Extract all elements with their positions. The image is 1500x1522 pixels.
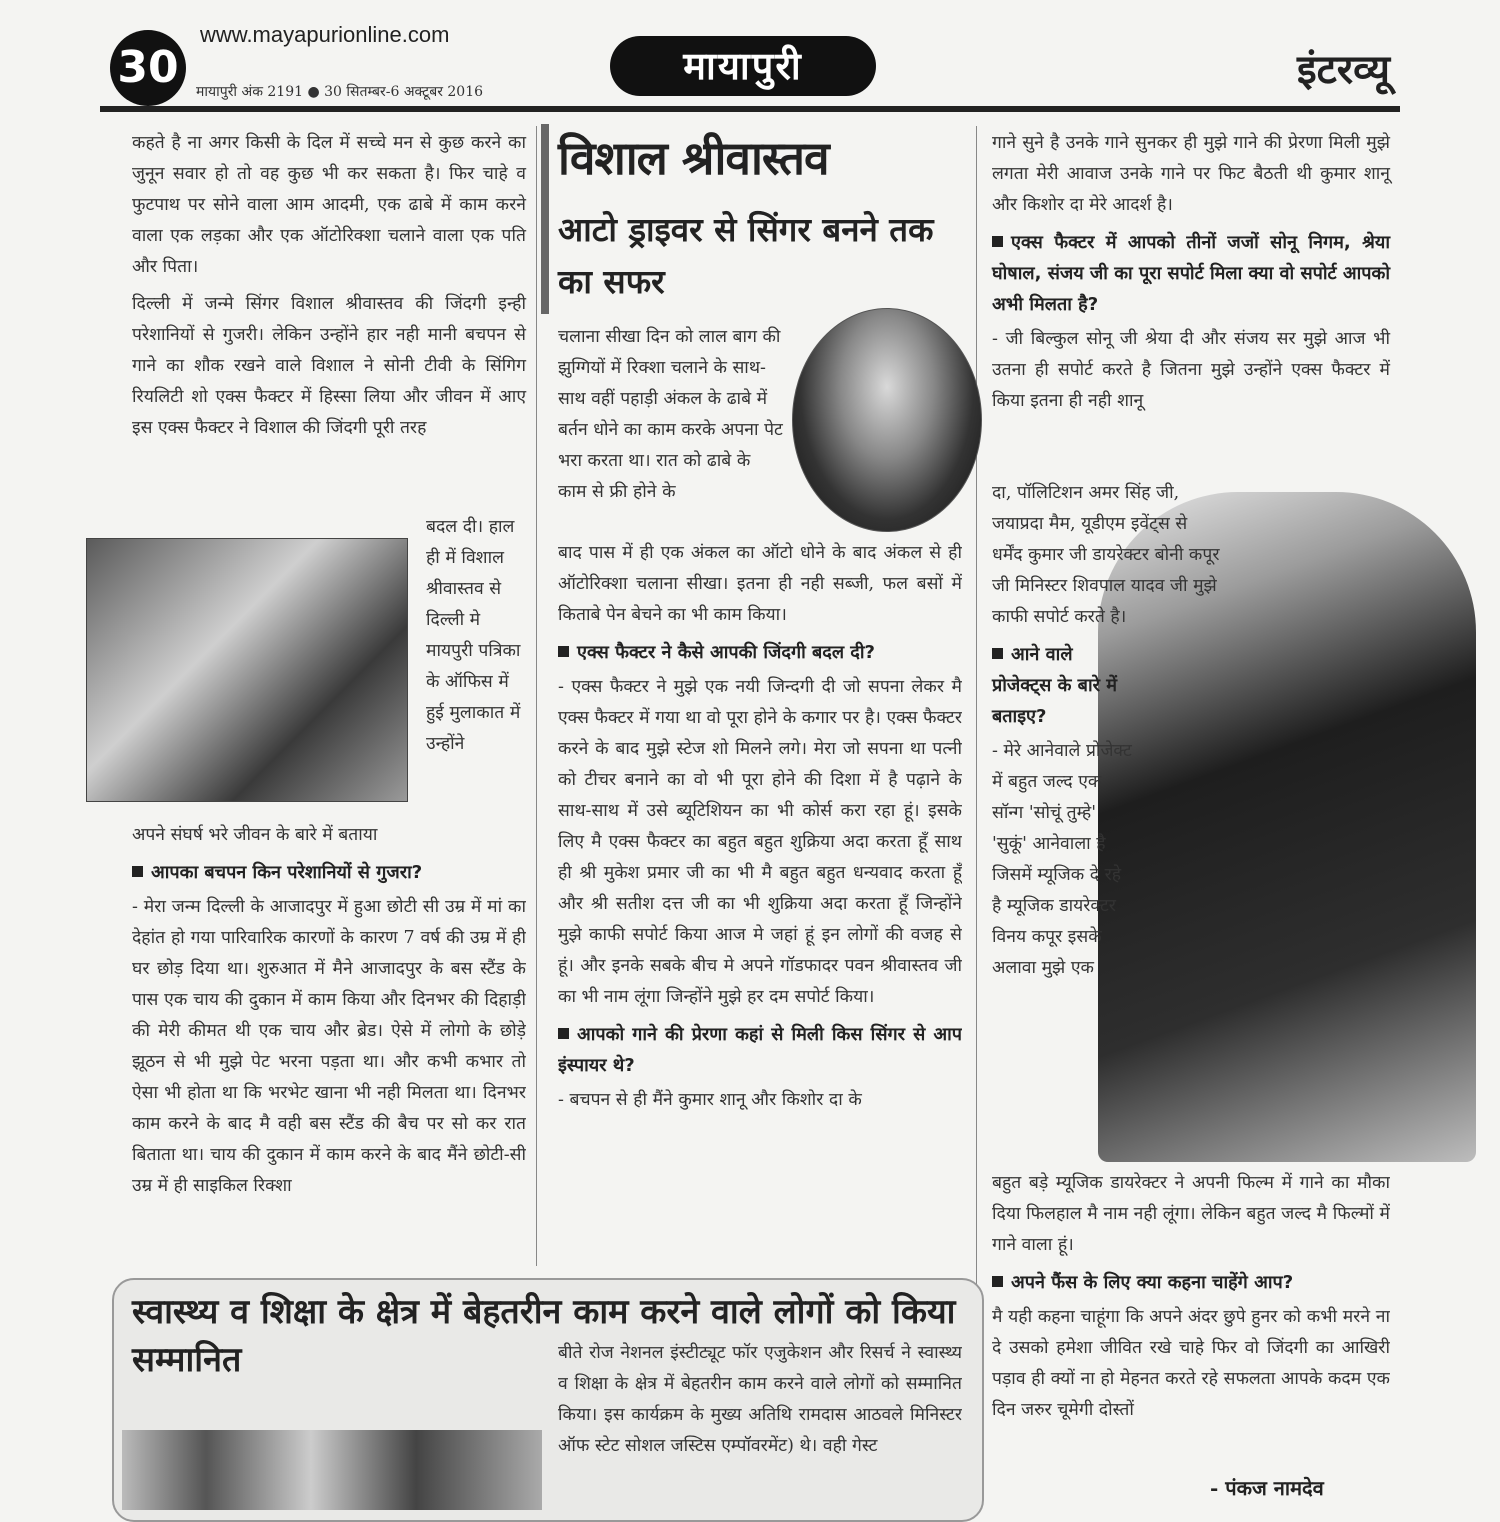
page-number: 30 bbox=[110, 30, 186, 106]
paragraph-end: अपने संघर्ष भरे जीवन के बारे में बताया bbox=[132, 825, 378, 845]
answer-paragraph: - मेरा जन्म दिल्ली के आजादपुर में हुआ छोटी सी उम्र में मां का देहांत हो गया पारिवारिक कारणों के कारण 7 वर्ष की उम्र में ही घर छोड़ दिया था। शुरुआत में मैने आजादपुर के बस स्टैंड के पास एक चाय की दुकान में काम किया और दिनभर की दिहाड़ी की मेरी कीमत थी एक चाय और ब्रेड। ऐसे में लोगो के छोड़े झूठन से भी मुझे पेट भरना पड़ता था। और कभी कभार तो ऐसा भी होता था कि भरभेट खाना भी नही मिलता था। दिनभर काम करने के बाद मै वही बस स्टैंड की बैच पर सो कर रात बिताता था। चाय की दुकान में काम करने के बाद मैंने छोटी-सी उम्र में ही साइकिल रिक्शा bbox=[132, 897, 526, 1196]
bottom-article-title: स्वास्थ्य व शिक्षा के क्षेत्र में बेहतरीन काम करने वाले लोगों को किया सम्मानित bbox=[132, 1292, 956, 1380]
author-signature: - पंकज नामदेव bbox=[1210, 1476, 1324, 1500]
answer-paragraph: बहुत बड़े म्यूजिक डायरेक्टर ने अपनी फिल्म में गाने का मौका दिया फिलहाल मै नाम नही लूंगा। लेकिन बहुत जल्द मै फिल्मों में गाने वाला हूं। bbox=[992, 1173, 1390, 1255]
paragraph: बाद पास में ही एक अंकल का ऑटो धोने के बाद अंकल से ही ऑटोरिक्शा चलाना सीखा। इतना ही नही सब्जी, फल बसों में किताबे पेन बेचने का भी काम किया। bbox=[558, 543, 962, 625]
photo-side-text: बदल दी। हाल ही में विशाल श्रीवास्तव से दिल्ली मे मायपुरी पत्रिका के ऑफिस में हुई मुलाकात में उन्होंने bbox=[426, 517, 521, 754]
question-text: अपने फैंस के लिए क्या कहना चाहेंगे आप? bbox=[1011, 1272, 1294, 1293]
bottom-article-body: बीते रोज नेशनल इंस्टीट्यूट फॉर एजुकेशन और रिसर्च ने स्वास्थ्य व शिक्षा के क्षेत्र में बेहतरीन काम करने वाले लोगों को सम्मानित किया। इस कार्यक्रम के मुख्य अतिथि रामदास आठवले मिनिस्टर ऑफ स्टेट सोशल जस्टिस एम्पॉवरमेंट) थे। वही गेस्ट bbox=[558, 1343, 962, 1456]
answer-paragraph: दा, पॉलिटिशन अमर सिंह जी, जयाप्रदा मैम, यूडीएम इवेंट्स से धर्मेंद कुमार जी डायरेक्टर बोनी कपूर जी मिनिस्टर शिवपाल यादव जी मुझे काफी सपोर्ट करते है। bbox=[992, 483, 1220, 627]
answer-paragraph: - मेरे आनेवाले प्रोजेक्ट में बहुत जल्द एक सॉन्ग 'सोचूं तुम्हे' 'सुकूं' आनेवाला है जिसमें म्यूजिक दे रहे है म्यूजिक डायरेक्टर विनय कपूर इसके अलावा मुझे एक bbox=[992, 741, 1132, 978]
question-heading bbox=[558, 637, 962, 668]
answer-paragraph: - बचपन से ही मैंने कुमार शानू और किशोर दा के bbox=[558, 1090, 862, 1110]
title-accent-bar bbox=[541, 124, 549, 314]
issue-info: मायापुरी अंक 2191 ● 30 सितम्बर-6 अक्टूबर 2016 bbox=[196, 84, 484, 100]
column-2 bbox=[558, 538, 962, 1268]
answer-paragraph: मै यही कहना चाहूंगा कि अपने अंदर छुपे हुनर को कभी मरने ना दे उसको हमेशा जीवित रखे चाहे फिर वो जिंदगी का आखिरी पड़ाव ही क्यों ना हो मेहनत करते रहे सफलता आपके कदम एक दिन जरुर चूमेगी दोस्तों bbox=[992, 1307, 1390, 1420]
question-text: आपका बचपन किन परेशानियों से गुजरा? bbox=[151, 862, 423, 883]
singer-portrait-photo bbox=[792, 308, 982, 532]
question-heading bbox=[558, 1019, 962, 1081]
event-photo bbox=[122, 1430, 542, 1510]
intro-paragraph: कहते है ना अगर किसी के दिल में सच्चे मन से कुछ करने का जुनून सवार हो तो वह कुछ भी कर सकता है। फिर चाहे व फुटपाथ पर सोने वाला आम आदमी, एक ढाबे में काम करने वाला एक लड़का और एक ऑटोरिक्शा चलाने वाला एक पति और पिता। bbox=[132, 133, 526, 277]
column-1 bbox=[132, 128, 526, 450]
column-1-lower bbox=[132, 820, 526, 1260]
column-3-lower bbox=[992, 1168, 1390, 1478]
question-text: एक्स फैक्टर ने कैसे आपकी जिंदगी बदल दी? bbox=[577, 642, 875, 663]
answer-paragraph: - जी बिल्कुल सोनू जी श्रेया दी और संजय सर मुझे आज भी उतना ही सपोर्ट करते है जितना मुझे उन्होंने एक्स फैक्टर में किया इतना ही नही शानू bbox=[992, 329, 1390, 411]
question-text: एक्स फैक्टर में आपको तीनों जजों सोनू निगम, श्रेया घोषाल, संजय जी का पूरा सपोर्ट मिला क्या वो सपोर्ट आपको अभी मिलता है? bbox=[992, 232, 1390, 315]
question-heading bbox=[992, 1267, 1390, 1298]
article-title: विशाल श्रीवास्तव bbox=[558, 131, 829, 185]
group-photo bbox=[86, 538, 408, 802]
question-text: आने वाले प्रोजेक्ट्स के बारे में बताइए? bbox=[992, 644, 1117, 727]
answer-paragraph: गाने सुने है उनके गाने सुनकर ही मुझे गाने की प्रेरणा मिली मुझे लगता मेरी आवाज उनके गाने पर फिट बैठती थी कुमार शानू और किशोर दा मेरे आदर्श है। bbox=[992, 133, 1390, 215]
masthead-logo: मायापुरी bbox=[610, 36, 876, 96]
header-rule bbox=[100, 106, 1400, 112]
question-heading bbox=[992, 227, 1390, 320]
answer-paragraph: - एक्स फैक्टर ने मुझे एक नयी जिन्दगी दी जो सपना लेकर मै एक्स फैक्टर में गया था वो पूरा होने के कगार पर है। एक्स फैक्टर करने के बाद मुझे स्टेज शो मिलने लगे। मेरा जो सपना था पत्नी को टीचर बनाने का वो भी पूरा होने की दिशा में है पढ़ाने के साथ-साथ में उसे ब्यूटिशियन का भी कोर्स करा रहा हूं। इसके लिए मै एक्स फैक्टर का बहुत बहुत शुक्रिया अदा करता हूँ साथ ही श्री मुकेश प्रमार जी का भी मै बहुत बहुत धन्यवाद करता हूँ और श्री सतीश दत्त जी का भी शुक्रिया अदा करता हूँ जिन्होंने मुझे काफी सपोर्ट किया आज मे जहां हूं इन लोगों की वजह से हूं। और इनके सबके बीच मे अपने गॉडफादर पवन श्रीवास्तव जी का भी नाम लूंगा जिन्होंने मुझे हर दम सपोर्ट किया। bbox=[558, 677, 962, 1007]
column-3 bbox=[992, 128, 1390, 423]
intro-paragraph: दिल्ली में जन्मे सिंगर विशाल श्रीवास्तव की जिंदगी इन्ही परेशानियों से गुजरी। लेकिन उन्होंने हार नही मानी बचपन से गाने का शौक रखने वाले विशाल ने सोनी टीवी के सिंगिग रियलिटी शो एक्स फैक्टर में हिस्सा लिया और जीवन में आए इस एक्स फैक्टर ने विशाल की जिंदगी पूरी तरह bbox=[132, 294, 526, 438]
portrait-side-text: चलाना सीखा दिन को लाल बाग की झुग्गियों में रिक्शा चलाने के साथ-साथ वहीं पहाड़ी अंकल के ढाबे में बर्तन धोने का काम करके अपना पेट भरा करता था। रात को ढाबे के काम से फ्री होने के bbox=[558, 327, 783, 502]
column-3-side bbox=[992, 478, 1222, 990]
section-title: इंटरव्यू bbox=[1296, 46, 1390, 93]
question-heading bbox=[132, 857, 526, 888]
column-divider bbox=[536, 126, 537, 1266]
website-url: www.mayapurionline.com bbox=[200, 22, 450, 47]
question-heading bbox=[992, 639, 1122, 732]
question-text: आपको गाने की प्रेरणा कहां से मिली किस सिंगर से आप इंस्पायर थे? bbox=[558, 1024, 962, 1076]
article-subtitle: आटो ड्राइवर से सिंगर बनने तक का सफर bbox=[558, 210, 934, 301]
